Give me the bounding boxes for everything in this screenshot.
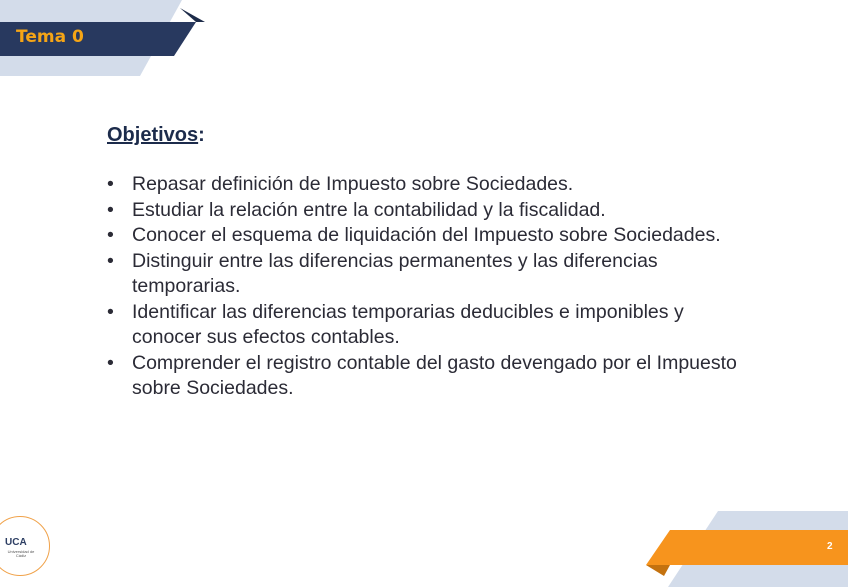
objective-item (107, 198, 747, 224)
objectives-heading-colon: : (198, 124, 205, 146)
footer-orange-fold (646, 565, 670, 576)
footer-orange-band (646, 530, 848, 565)
objective-text: Comprender el registro contable del gasto devengado por el Impuesto sobre Sociedades. (132, 351, 737, 399)
bullet-icon: • (107, 300, 114, 323)
header-navy-tip (180, 8, 205, 22)
bullet-icon: • (107, 224, 114, 246)
uca-logo-subtitle: Universidad de Cádiz (7, 549, 35, 558)
objectives-list (107, 172, 747, 402)
objective-item (107, 300, 747, 351)
objective-text: Distinguir entre las diferencias permanentes y las diferencias temporarias. (132, 249, 658, 297)
objective-item (107, 249, 747, 300)
objective-item (107, 172, 747, 198)
objective-text: Estudiar la relación entre la contabilidad y la fiscalidad. (132, 198, 606, 221)
objective-text: Conocer el esquema de liquidación del Impuesto sobre Sociedades. (132, 224, 721, 246)
objectives-heading-text: Objetivos (107, 124, 199, 146)
slide-content (107, 124, 747, 402)
bullet-icon: • (107, 198, 114, 221)
bullet-icon: • (107, 249, 114, 272)
objective-text: Identificar las diferencias temporarias deducibles e imponibles y conocer sus efectos contables. (132, 300, 684, 348)
uca-logo-text: UCA (5, 537, 27, 548)
objective-item (107, 351, 747, 402)
objective-text: Repasar definición de Impuesto sobre Sociedades. (132, 173, 574, 195)
page-number: 2 (827, 541, 833, 552)
bullet-icon: • (107, 351, 114, 374)
bullet-icon: • (107, 173, 114, 195)
objective-item (107, 223, 747, 249)
objectives-heading (107, 124, 747, 147)
tema-label: Tema 0 (16, 27, 84, 47)
